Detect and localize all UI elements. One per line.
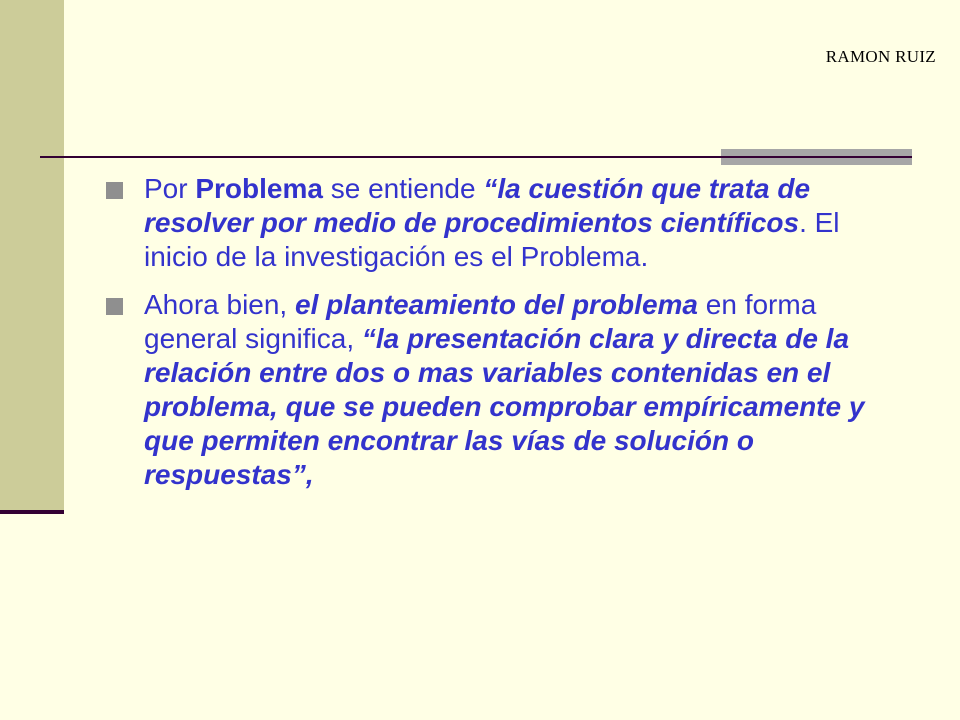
bullet-text: se entiende [322, 173, 484, 204]
bullet-text: en forma general significa, [144, 289, 817, 354]
bullet-text-emphasis: el planteamiento del problema [295, 289, 698, 320]
left-sidebar-bar [0, 0, 64, 512]
bullet-text: Ahora bien, [144, 289, 295, 320]
left-sidebar-end-line [0, 510, 64, 514]
bullet-item [106, 288, 906, 492]
title-rule-accent-line [721, 156, 912, 158]
author-name: RAMON RUIZ [825, 47, 936, 66]
bullet-text-emphasis: “la cuestión que trata de resolver por medio de procedimientos científicos [144, 173, 811, 238]
bullet-text-emphasis: “la presentación clara y directa de la relación entre dos o mas variables contenidas en el problema, que se pueden comprobar empíricamente y que permiten encontrar las vías de solución o respuestas”, [144, 323, 865, 490]
bullet-text: . El inicio de la investigación es el Problema. [144, 207, 840, 272]
slide-content [106, 172, 906, 506]
bullet-text-bold: Problema [195, 173, 323, 204]
bullet-item [106, 172, 906, 274]
square-bullet-icon [106, 182, 123, 199]
bullet-text: Por [144, 173, 196, 204]
square-bullet-icon [106, 298, 123, 315]
